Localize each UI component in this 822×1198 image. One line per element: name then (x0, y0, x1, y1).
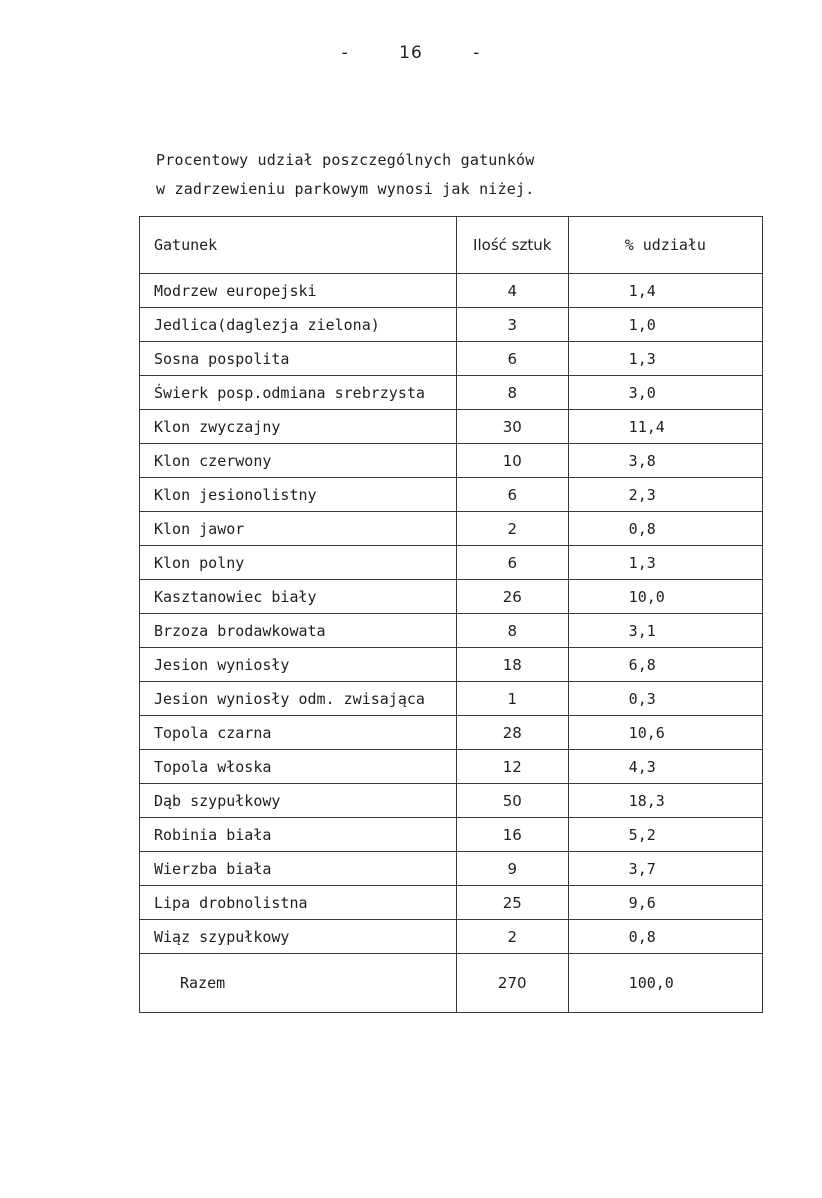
row-share: 1,0 (568, 308, 762, 342)
table-row (140, 478, 763, 512)
row-species: Wierzba biała (140, 852, 457, 886)
row-quantity: 12 (456, 750, 568, 784)
page-number-dash-right: - (473, 43, 481, 63)
row-species: Topola czarna (140, 716, 457, 750)
table-row (140, 512, 763, 546)
row-species: Świerk posp.odmiana srebrzysta (140, 376, 457, 410)
row-share: 3,7 (568, 852, 762, 886)
row-species: Klon czerwony (140, 444, 457, 478)
row-quantity: 28 (456, 716, 568, 750)
table-total-row (140, 954, 763, 1013)
table-row (140, 342, 763, 376)
row-share: 18,3 (568, 784, 762, 818)
table-row (140, 546, 763, 580)
row-quantity: 18 (456, 648, 568, 682)
row-quantity: 1 (456, 682, 568, 716)
row-quantity: 8 (456, 614, 568, 648)
row-species: Klon jesionolistny (140, 478, 457, 512)
row-species: Klon zwyczajny (140, 410, 457, 444)
table-row (140, 444, 763, 478)
row-share: 0,8 (568, 512, 762, 546)
row-quantity: 9 (456, 852, 568, 886)
header-quantity: Ilość sztuk (456, 217, 568, 274)
row-quantity: 6 (456, 546, 568, 580)
row-quantity: 50 (456, 784, 568, 818)
row-share: 9,6 (568, 886, 762, 920)
table-row (140, 308, 763, 342)
row-share: 0,8 (568, 920, 762, 954)
page-number (0, 43, 822, 63)
row-species: Topola włoska (140, 750, 457, 784)
table-row (140, 682, 763, 716)
table-row (140, 784, 763, 818)
row-quantity: 25 (456, 886, 568, 920)
intro-paragraph (156, 146, 534, 204)
row-quantity: 10 (456, 444, 568, 478)
row-share: 2,3 (568, 478, 762, 512)
table-header-row (140, 217, 763, 274)
row-species: Jesion wyniosły (140, 648, 457, 682)
table-row (140, 580, 763, 614)
row-share: 0,3 (568, 682, 762, 716)
row-species: Dąb szypułkowy (140, 784, 457, 818)
total-quantity: 270 (456, 954, 568, 1013)
row-share: 3,0 (568, 376, 762, 410)
header-share: % udziału (568, 217, 762, 274)
row-species: Kasztanowiec biały (140, 580, 457, 614)
table-row (140, 376, 763, 410)
row-species: Jesion wyniosły odm. zwisająca (140, 682, 457, 716)
row-share: 3,1 (568, 614, 762, 648)
row-share: 10,6 (568, 716, 762, 750)
table-row (140, 852, 763, 886)
row-species: Wiąz szypułkowy (140, 920, 457, 954)
row-species: Lipa drobnolistna (140, 886, 457, 920)
table-body (140, 274, 763, 954)
row-share: 10,0 (568, 580, 762, 614)
row-quantity: 6 (456, 342, 568, 376)
row-share: 3,8 (568, 444, 762, 478)
row-quantity: 3 (456, 308, 568, 342)
row-species: Klon polny (140, 546, 457, 580)
header-species: Gatunek (140, 217, 457, 274)
row-share: 1,3 (568, 546, 762, 580)
row-species: Jedlica(daglezja zielona) (140, 308, 457, 342)
row-share: 11,4 (568, 410, 762, 444)
row-share: 6,8 (568, 648, 762, 682)
row-quantity: 2 (456, 920, 568, 954)
row-species: Klon jawor (140, 512, 457, 546)
row-share: 1,3 (568, 342, 762, 376)
table-row (140, 818, 763, 852)
row-species: Brzoza brodawkowata (140, 614, 457, 648)
row-quantity: 2 (456, 512, 568, 546)
table-row (140, 716, 763, 750)
row-share: 5,2 (568, 818, 762, 852)
row-quantity: 26 (456, 580, 568, 614)
row-quantity: 8 (456, 376, 568, 410)
row-quantity: 6 (456, 478, 568, 512)
row-species: Robinia biała (140, 818, 457, 852)
intro-line-2: w zadrzewieniu parkowym wynosi jak niżej. (156, 180, 535, 198)
page-number-value: 16 (399, 43, 423, 63)
row-share: 4,3 (568, 750, 762, 784)
table-row (140, 648, 763, 682)
row-quantity: 30 (456, 410, 568, 444)
row-species: Sosna pospolita (140, 342, 457, 376)
table-row (140, 410, 763, 444)
table-row (140, 920, 763, 954)
total-share: 100,0 (568, 954, 762, 1013)
row-share: 1,4 (568, 274, 762, 308)
table-row (140, 614, 763, 648)
species-share-table (139, 216, 763, 1013)
row-quantity: 16 (456, 818, 568, 852)
total-label: Razem (140, 954, 457, 1013)
table-row (140, 886, 763, 920)
row-species: Modrzew europejski (140, 274, 457, 308)
table-row (140, 750, 763, 784)
table-row (140, 274, 763, 308)
row-quantity: 4 (456, 274, 568, 308)
intro-line-1: Procentowy udział poszczególnych gatunków (156, 151, 535, 169)
page-number-dash-left: - (341, 43, 349, 63)
